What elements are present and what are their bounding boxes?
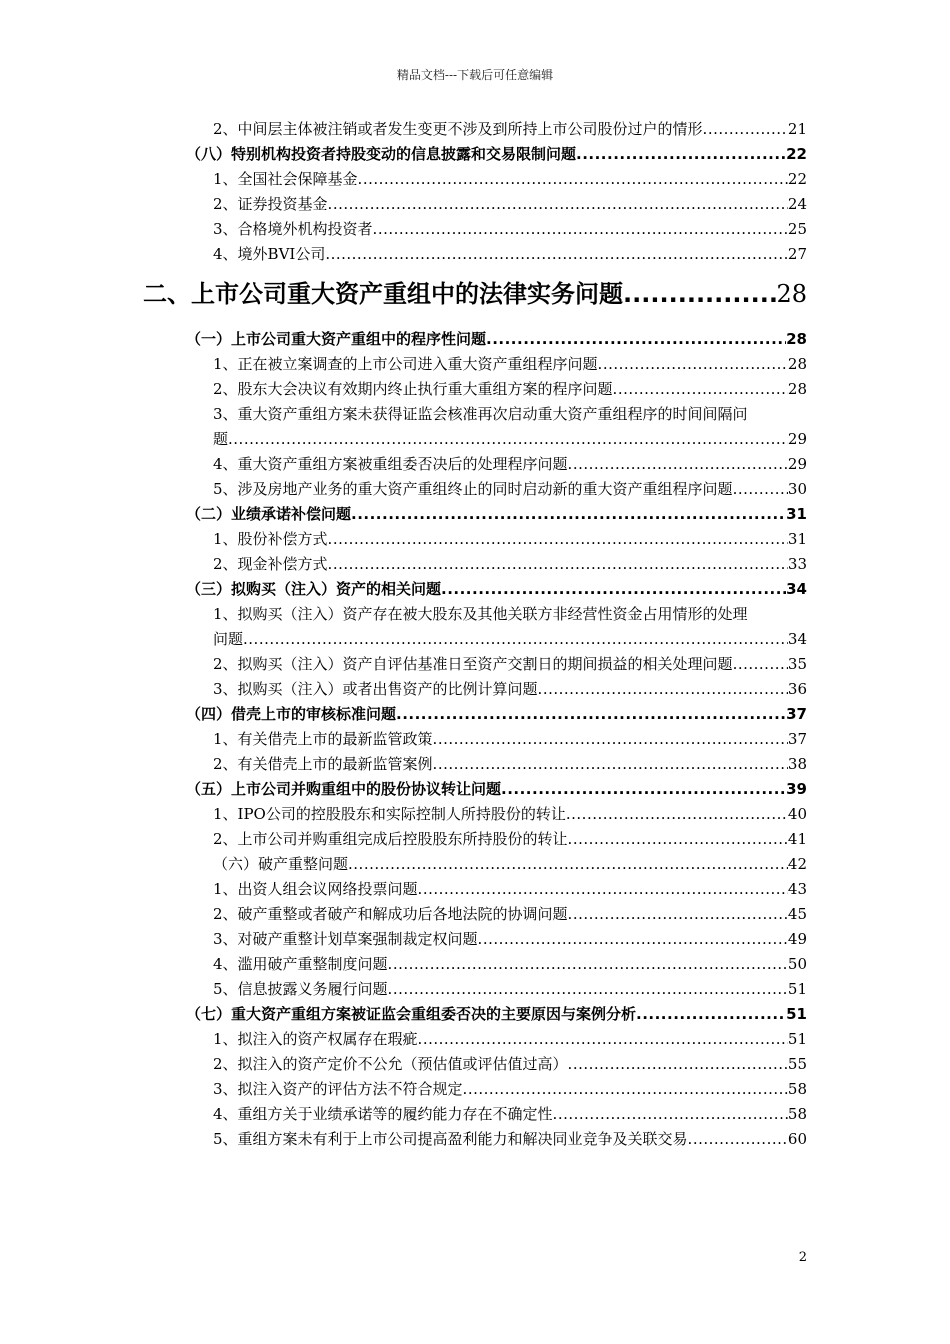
toc-leader-dots	[358, 168, 788, 190]
toc-entry-text: 4、境外BVI公司	[213, 245, 326, 263]
toc-page-number: 33	[787, 555, 807, 573]
toc-entry-text: （三）拟购买（注入）资产的相关问题	[186, 580, 442, 598]
toc-leader-dots	[566, 803, 788, 825]
toc-item[interactable]	[213, 728, 807, 750]
toc-entry-text: 2、拟购买（注入）资产自评估基准日至资产交割日的期间损益的相关处理问题	[213, 655, 733, 673]
toc-leader-dots	[478, 928, 788, 950]
toc-entry-text: 2、拟注入的资产定价不公允（预估值或评估值过高）	[213, 1055, 568, 1073]
toc-entry-text: （七）重大资产重组方案被证监会重组委否决的主要原因与案例分析	[186, 1005, 637, 1023]
toc-leader-dots	[636, 1003, 786, 1025]
toc-entry-text: （四）借壳上市的审核标准问题	[186, 705, 397, 723]
toc-entry-text: （六）破产重整问题	[213, 855, 349, 873]
toc-entry-text: 2、上市公司并购重组完成后控股股东所持股份的转让	[213, 830, 568, 848]
toc-page-number: 58	[787, 1080, 807, 1098]
toc-leader-dots	[463, 1078, 788, 1100]
toc-entry-text: 3、拟注入资产的评估方法不符合规定	[213, 1080, 463, 1098]
toc-section[interactable]	[186, 1003, 807, 1025]
toc-entry-text: 1、拟注入的资产权属存在瑕疵	[213, 1030, 418, 1048]
toc-item[interactable]	[213, 353, 807, 375]
toc-item[interactable]	[213, 653, 807, 675]
toc-leader-dots	[433, 728, 788, 750]
toc-page-number: 37	[787, 730, 807, 748]
toc-leader-dots	[568, 903, 788, 925]
toc-leader-dots	[418, 1028, 788, 1050]
toc-leader-dots	[348, 853, 788, 875]
toc-entry-text: 2、现金补偿方式	[213, 555, 328, 573]
toc-entry-text: 3、拟购买（注入）或者出售资产的比例计算问题	[213, 680, 538, 698]
toc-leader-dots	[568, 453, 788, 475]
toc-page-number: 49	[787, 930, 807, 948]
toc-page-number: 37	[786, 705, 807, 723]
toc-leader-dots	[486, 328, 786, 350]
toc-page-number: 28	[787, 355, 807, 373]
toc-item[interactable]	[213, 243, 807, 265]
toc-leader-dots	[538, 678, 788, 700]
toc-page-number: 31	[787, 530, 807, 548]
toc-item[interactable]	[213, 378, 807, 400]
toc-item[interactable]	[213, 1078, 807, 1100]
toc-leader-dots	[418, 878, 788, 900]
toc-item[interactable]	[213, 753, 807, 775]
toc-leader-dots	[623, 278, 776, 310]
toc-leader-dots	[351, 503, 786, 525]
toc-entry-text: 题	[213, 430, 229, 448]
toc-page-number: 51	[787, 1030, 807, 1048]
toc-item[interactable]	[213, 1028, 807, 1050]
toc-item[interactable]	[213, 118, 807, 140]
toc-section[interactable]	[186, 503, 807, 525]
toc-page-number: 51	[786, 1005, 807, 1023]
toc-entry-text: （二）业绩承诺补偿问题	[186, 505, 352, 523]
toc-page-number: 22	[787, 170, 807, 188]
toc-item[interactable]	[213, 803, 807, 825]
toc-chapter[interactable]	[143, 278, 807, 310]
toc-page-number: 27	[787, 245, 807, 263]
toc-entry-text: 5、重组方案未有利于上市公司提高盈利能力和解决同业竞争及关联交易	[213, 1130, 688, 1148]
toc-leader-dots	[501, 778, 786, 800]
toc-entry-text: 3、重大资产重组方案未获得证监会核准再次启动重大资产重组程序的时间间隔问	[213, 405, 748, 423]
toc-leader-dots	[576, 143, 786, 165]
toc-page-number: 21	[787, 120, 807, 138]
toc-entry-text: 5、涉及房地产业务的重大资产重组终止的同时启动新的重大资产重组程序问题	[213, 480, 733, 498]
toc-leader-dots	[703, 118, 788, 140]
toc-leader-dots	[396, 703, 786, 725]
toc-leader-dots	[598, 353, 788, 375]
toc-leader-dots	[733, 478, 788, 500]
toc-item[interactable]	[213, 928, 807, 950]
toc-page-number: 35	[787, 655, 807, 673]
toc-entry-text: 1、全国社会保障基金	[213, 170, 358, 188]
toc-item[interactable]	[213, 168, 807, 190]
toc-entry-text: 二、上市公司重大资产重组中的法律实务问题	[143, 280, 623, 308]
toc-item[interactable]	[213, 1128, 807, 1150]
toc-leader-dots	[733, 653, 788, 675]
toc-entry-text: 1、有关借壳上市的最新监管政策	[213, 730, 433, 748]
toc-page-number: 30	[787, 480, 807, 498]
toc-page-number: 34	[787, 630, 807, 648]
toc-item[interactable]	[213, 628, 807, 650]
toc-leader-dots	[568, 1053, 788, 1075]
toc-item[interactable]	[213, 1053, 807, 1075]
toc-leader-dots	[388, 953, 788, 975]
toc-leader-dots	[328, 528, 788, 550]
toc-page-number: 42	[787, 855, 807, 873]
toc-leader-dots	[553, 1103, 788, 1125]
toc-item[interactable]	[213, 193, 807, 215]
toc-page-number: 38	[787, 755, 807, 773]
toc-section[interactable]	[186, 578, 807, 600]
toc-leader-dots	[243, 628, 788, 650]
toc-page-number: 58	[787, 1105, 807, 1123]
toc-item[interactable]	[213, 1103, 807, 1125]
toc-leader-dots	[228, 428, 788, 450]
toc-entry-text: 2、证券投资基金	[213, 195, 328, 213]
toc-page-number: 60	[787, 1130, 807, 1148]
toc-page-number: 34	[786, 580, 807, 598]
toc-page-number: 45	[787, 905, 807, 923]
toc-page-number: 28	[776, 280, 807, 308]
toc-page-number: 28	[786, 330, 807, 348]
toc-entry-text: 5、信息披露义务履行问题	[213, 980, 388, 998]
toc-page-number: 39	[786, 780, 807, 798]
toc-leader-dots	[328, 193, 788, 215]
toc-entry-text: 1、股份补偿方式	[213, 530, 328, 548]
toc-entry-text: 问题	[213, 630, 244, 648]
toc-entry-text: 4、重大资产重组方案被重组委否决后的处理程序问题	[213, 455, 568, 473]
toc-item[interactable]	[213, 878, 807, 900]
toc-page-number: 29	[787, 455, 807, 473]
toc-page-number: 40	[787, 805, 807, 823]
toc-leader-dots	[325, 243, 788, 265]
toc-item[interactable]	[213, 528, 807, 550]
toc-page-number: 28	[787, 380, 807, 398]
toc-entry-text: 3、对破产重整计划草案强制裁定权问题	[213, 930, 478, 948]
toc-item[interactable]	[213, 678, 807, 700]
toc-page-number: 50	[787, 955, 807, 973]
toc-item[interactable]	[213, 478, 807, 500]
toc-page-number: 29	[787, 430, 807, 448]
toc-entry-text: 3、合格境外机构投资者	[213, 220, 373, 238]
toc-entry-text: 2、中间层主体被注销或者发生变更不涉及到所持上市公司股份过户的情形	[213, 120, 703, 138]
toc-item[interactable]	[213, 953, 807, 975]
toc-page-number: 41	[787, 830, 807, 848]
toc-page-number: 36	[787, 680, 807, 698]
toc-item[interactable]	[213, 218, 807, 240]
toc-entry-text: 4、滥用破产重整制度问题	[213, 955, 388, 973]
toc-entry-text: 1、IPO公司的控股股东和实际控制人所持股份的转让	[213, 805, 566, 823]
toc-entry-text: 2、破产重整或者破产和解成功后各地法院的协调问题	[213, 905, 568, 923]
toc-item[interactable]	[213, 978, 807, 1000]
toc-item[interactable]	[213, 903, 807, 925]
toc-entry-text: 2、股东大会决议有效期内终止执行重大重组方案的程序问题	[213, 380, 613, 398]
toc-leader-dots	[568, 828, 788, 850]
toc-page-number: 55	[787, 1055, 807, 1073]
toc-entry-text: 4、重组方关于业绩承诺等的履约能力存在不确定性	[213, 1105, 553, 1123]
toc-leader-dots	[373, 218, 788, 240]
toc-section[interactable]	[213, 853, 807, 875]
toc-entry-text: 1、拟购买（注入）资产存在被大股东及其他关联方非经营性资金占用情形的处理	[213, 605, 748, 623]
page-header: 精品文档---下载后可任意编辑	[396, 68, 554, 82]
toc-section[interactable]	[186, 328, 807, 350]
toc-leader-dots	[613, 378, 788, 400]
toc-section[interactable]	[186, 703, 807, 725]
toc-leader-dots	[388, 978, 788, 1000]
toc-entry-text: （五）上市公司并购重组中的股份协议转让问题	[186, 780, 502, 798]
toc-section[interactable]	[186, 778, 807, 800]
toc-leader-dots	[441, 578, 786, 600]
toc-item[interactable]	[213, 428, 807, 450]
toc-entry-text: （一）上市公司重大资产重组中的程序性问题	[186, 330, 487, 348]
toc-page-number: 51	[787, 980, 807, 998]
page-number: 2	[798, 1250, 807, 1265]
toc-section[interactable]	[186, 143, 807, 165]
toc-entry-text: （八）特别机构投资者持股变动的信息披露和交易限制问题	[186, 145, 577, 163]
toc-page-number: 31	[786, 505, 807, 523]
toc-entry-text: 1、正在被立案调查的上市公司进入重大资产重组程序问题	[213, 355, 598, 373]
toc-entry-text: 1、出资人组会议网络投票问题	[213, 880, 418, 898]
toc-page-number: 22	[786, 145, 807, 163]
toc-item[interactable]	[213, 828, 807, 850]
toc-entry-text: 2、有关借壳上市的最新监管案例	[213, 755, 433, 773]
toc-leader-dots	[328, 553, 788, 575]
toc-page-number: 24	[787, 195, 807, 213]
toc-item[interactable]	[213, 553, 807, 575]
toc-page-number: 43	[787, 880, 807, 898]
toc-leader-dots	[433, 753, 788, 775]
toc-page-number: 25	[787, 220, 807, 238]
toc-item[interactable]	[213, 453, 807, 475]
toc-leader-dots	[688, 1128, 788, 1150]
